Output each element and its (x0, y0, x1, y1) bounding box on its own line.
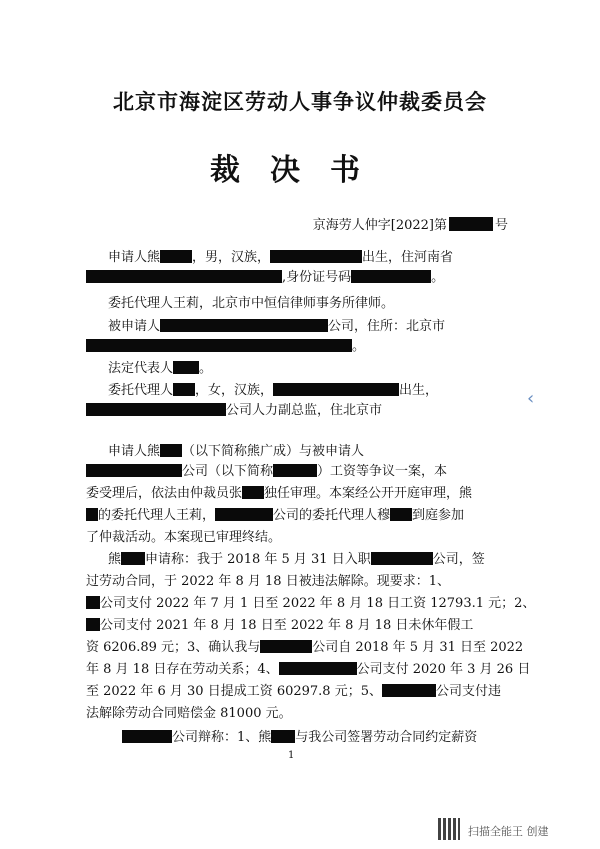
body-text: 过劳动合同，于 2022 年 8 月 18 日被违法解除。现要求：1、 (86, 574, 450, 589)
redaction-block (160, 444, 182, 457)
body-line (86, 573, 450, 591)
body-text: 委托代理人 (108, 383, 174, 398)
body-text: 申请称：我于 2018 年 5 月 31 日入职 (145, 552, 371, 567)
case-number-suffix: 号 (494, 218, 508, 233)
document-title: 裁决书 (210, 153, 390, 188)
page-number: 1 (288, 750, 295, 761)
body-line (108, 360, 212, 378)
qr-code-icon (438, 818, 460, 840)
body-text: 公司，住所：北京市 (328, 319, 446, 334)
body-text: 。 (199, 361, 213, 376)
body-text: 公司（以下简称 (182, 464, 274, 479)
case-number-prefix: 京海劳人仲字[2022]第 (312, 218, 447, 233)
body-text: 法定代表人 (108, 361, 174, 376)
body-text: 申请人熊 (108, 250, 161, 265)
body-text: （以下简称熊广成）与被申请人 (182, 444, 365, 459)
body-text: 被申请人 (108, 319, 161, 334)
redaction-block (173, 361, 199, 374)
redaction-block (121, 552, 145, 565)
redaction-block (86, 508, 98, 521)
redaction-block (273, 464, 317, 477)
body-line (108, 551, 485, 569)
body-line (86, 617, 473, 635)
scanner-watermark (438, 818, 588, 842)
redaction-block (371, 552, 433, 565)
body-text: 到庭参加 (412, 508, 465, 523)
body-line (108, 382, 438, 400)
redaction-block (351, 270, 431, 283)
body-text: 与我公司签署劳动合同约定薪资 (295, 730, 478, 745)
body-text: 公司人力副总监，住北京市 (226, 403, 383, 418)
body-text: 委托代理人王莉，北京市中恒信律师事务所律师。 (108, 296, 395, 311)
body-text: 公司辩称：1、熊 (172, 730, 272, 745)
body-text: 委受理后，依法由仲裁员张 (86, 486, 243, 501)
redaction-block (173, 383, 195, 396)
body-text: 公司支付 2022 年 7 月 1 日至 2022 年 8 月 18 日工资 12793.1 元；2、 (100, 596, 536, 611)
body-line (86, 639, 523, 657)
redaction-block (273, 383, 399, 396)
body-line (86, 529, 281, 547)
body-text: 出生，住河南省 (362, 250, 454, 265)
body-line (86, 507, 464, 525)
body-text: 公司支付 2021 年 8 月 18 日至 2022 年 8 月 18 日未休年假工 (100, 618, 474, 633)
organization-heading: 北京市海淀区劳动人事争议仲裁委员会 (113, 90, 487, 114)
body-line (86, 485, 472, 503)
redaction-block (279, 662, 357, 675)
body-line (86, 661, 530, 679)
body-line (86, 683, 501, 701)
redaction-block (160, 250, 192, 263)
redaction-block (86, 464, 182, 477)
body-line (86, 269, 444, 287)
redaction-block (86, 596, 100, 609)
redaction-block (86, 618, 100, 631)
body-text: 资 6206.89 元；3、确认我与 (86, 640, 261, 655)
body-text: 法解除劳动合同赔偿金 81000 元。 (86, 706, 292, 721)
body-line (108, 295, 394, 313)
body-line (108, 443, 364, 461)
redaction-block (270, 250, 362, 263)
body-text: 了仲裁活动。本案现已审理终结。 (86, 530, 282, 545)
body-text: ，女，汉族， (195, 383, 274, 398)
body-text: 至 2022 年 6 月 30 日提成工资 60297.8 元；5、 (86, 684, 382, 699)
body-text: 。 (352, 339, 366, 354)
body-text: 公司的委托代理人穆 (273, 508, 391, 523)
chevron-left-icon[interactable]: ‹ (527, 388, 535, 409)
body-text: ，男，汉族， (192, 250, 271, 265)
body-line (86, 705, 292, 723)
body-text: ,身份证号码 (282, 270, 352, 285)
redaction-block (160, 319, 328, 332)
body-line (86, 338, 365, 356)
body-text: 熊 (108, 552, 122, 567)
body-text: 出生， (399, 383, 439, 398)
body-text: 公司支付违 (436, 684, 502, 699)
redaction-block (271, 730, 295, 743)
watermark-text: 扫描全能王 创建 (468, 825, 549, 838)
body-text: 独任审理。本案经公开开庭审理，熊 (264, 486, 473, 501)
redaction-block (86, 403, 226, 416)
redaction-block (215, 508, 273, 521)
redaction-block (390, 508, 412, 521)
body-text: 公司，签 (432, 552, 485, 567)
redaction-block (449, 217, 493, 231)
body-text: 公司支付 2020 年 3 月 26 日 (356, 662, 531, 677)
body-text: ）工资等争议一案，本 (317, 464, 448, 479)
redaction-block (86, 270, 282, 283)
body-line (108, 249, 453, 267)
body-line (108, 318, 445, 336)
body-text: 的委托代理人王莉， (98, 508, 216, 523)
body-line (122, 729, 477, 747)
body-line (86, 402, 382, 420)
body-text: 公司自 2018 年 5 月 31 日至 2022 (312, 640, 524, 655)
body-line (86, 463, 447, 481)
body-line (86, 595, 535, 613)
redaction-block (86, 339, 352, 352)
redaction-block (122, 730, 172, 743)
redaction-block (260, 640, 312, 653)
body-text: 申请人熊 (108, 444, 161, 459)
redaction-block (242, 486, 264, 499)
body-text: 年 8 月 18 日存在劳动关系；4、 (86, 662, 279, 677)
redaction-block (382, 684, 436, 697)
body-text: 。 (431, 270, 445, 285)
case-number (313, 214, 508, 233)
